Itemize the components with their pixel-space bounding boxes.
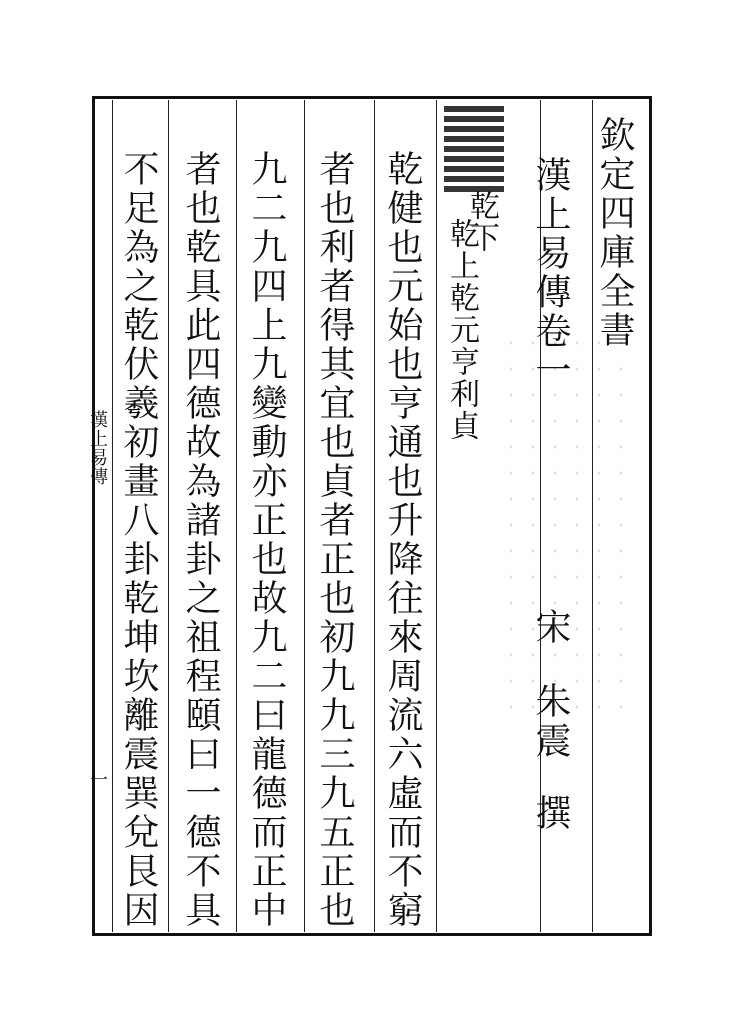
book-title: 漢上易傳卷一 (530, 156, 571, 390)
column-rule (236, 100, 237, 932)
hexagram-upper-and-judgment: 乾上乾元亨利貞 (444, 218, 479, 442)
hexagram-lower: 乾下 (464, 190, 499, 254)
collection-title: 欽定四庫全書 (594, 116, 635, 350)
margin-page-number: 一 (87, 770, 108, 789)
author-role: 撰 (530, 794, 571, 833)
text-column-2: 者也利者得其宜也貞者正也初九九三九五正也 (314, 150, 355, 930)
column-rule (436, 100, 437, 932)
paper-speckle (500, 330, 630, 730)
author-dynasty: 宋 (530, 608, 571, 647)
column-rule (112, 100, 113, 932)
column-rule (304, 100, 305, 932)
author-name: 朱震 (530, 682, 571, 762)
margin-book-label: 漢上易傳 (87, 410, 108, 486)
column-rule (374, 100, 375, 932)
text-column-4: 者也乾具此四德故為諸卦之祖程頤曰一德不具 (180, 150, 221, 930)
text-column-3: 九二九四上九變動亦正也故九二曰龍德而正中 (246, 150, 287, 930)
text-column-1: 乾健也元始也亨通也升降往來周流六虛而不窮 (382, 150, 423, 930)
text-column-5: 不足為之乾伏羲初畫八卦乾坤坎離震巽兌艮因 (118, 150, 159, 930)
fish-tail-mark (444, 102, 504, 192)
column-rule (168, 100, 169, 932)
